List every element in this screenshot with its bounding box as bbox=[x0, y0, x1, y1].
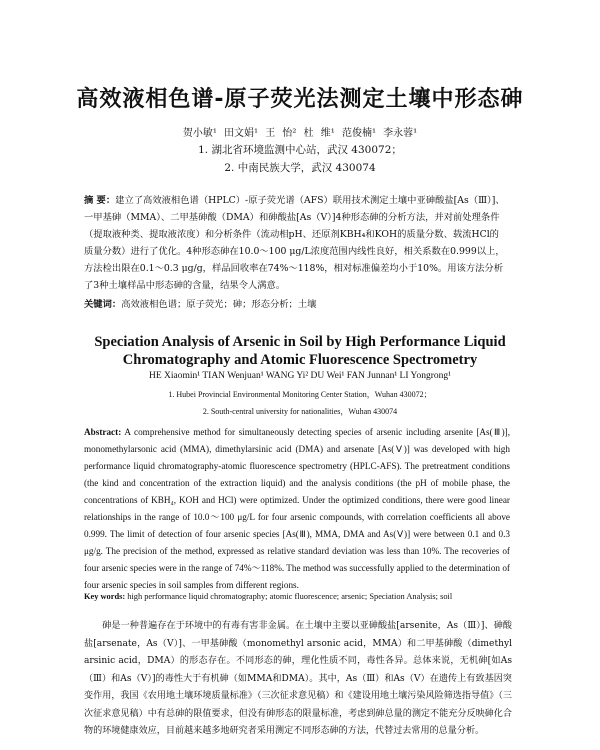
chinese-keywords-text: 高效液相色谱；原子荧光；砷；形态分析；土壤 bbox=[121, 299, 317, 310]
chinese-authors: 贺小敏¹ 田文娟¹ 王 怡² 杜 维¹ 范俊楠¹ 李永蓉¹ bbox=[182, 128, 418, 139]
chinese-title: 高效液相色谱-原子荧光法测定土壤中形态砷 bbox=[76, 87, 524, 112]
english-authors: HE Xiaomin¹ TIAN Wenjuan¹ WANG Yi² DU Wei¹ FAN Junnan¹ LI Yongrong¹ bbox=[149, 371, 451, 381]
english-abstract-text: A comprehensive method for simultaneously detecting species of arsenic including arsenite [As(Ⅲ)], monomethylarsonic acid (MMA), dimethylarsinic acid (DMA) and arsenate [As(Ⅴ)] was developed with high performance liquid chromatography-atomic fluorescence spectrometry (HPLC-AFS). The pretreatment conditions (the kind and concentration of the extraction liquid) and the analysis conditions (the pH of mobile phase, the concentrations of KBH₄, KOH and HCl) were optimized. Under the optimized conditions, there were good linear relationships in the range of 10.0～100 μg/L for four arsenic compounds, with correlation coefficients all above 0.999. The limit of detection of four arsenic species [As(Ⅲ), MMA, DMA and As(Ⅴ)] were between 0.1 and 0.3 μg/g. The precision of the method, expressed as relative standard deviation was less than 10%. The recoveries of four arsenic species were in the range of 74%～118%. The method was successfully applied to the determination of four arsenic species in soil samples from different regions. bbox=[84, 427, 510, 590]
chinese-affiliation-1: 1. 湖北省环境监测中心站，武汉 430072； bbox=[198, 144, 402, 156]
english-abstract bbox=[84, 424, 510, 594]
english-keywords-text: high performance liquid chromatography; atomic fluorescence; arsenic; Speciation Analysis; soil bbox=[127, 592, 453, 601]
chinese-abstract-label: 摘 要： bbox=[84, 195, 116, 206]
chinese-keywords-label: 关键词： bbox=[84, 299, 122, 310]
english-affiliation-1: 1. Hubei Provincial Environmental Monitoring Center Station，Wuhan 430072； bbox=[168, 390, 432, 399]
chinese-abstract-text: 建立了高效液相色谱（HPLC）-原子荧光谱（AFS）联用技术测定土壤中亚砷酸盐[As（Ⅲ）]、一甲基砷（MMA）、二甲基砷酸（DMA）和砷酸盐[As（Ⅴ）]4种形态砷的分析方法，并对前处理条件（提取液种类、提取液浓度）和分析条件（流动相pH、还原剂KBH₄和KOH的质量分数、载流HCl的质量分数）进行了优化。4种形态砷在10.0～100 μg/L浓度范围内线性良好，相关系数在0.999以上，方法检出限在0.1～0.3 μg/g，样品回收率在74%～118%，相对标准偏差均小于10%。用该方法分析了3种土壤样品中形态砷的含量，结果令人满意。 bbox=[84, 195, 505, 291]
english-keywords bbox=[84, 590, 514, 604]
english-abstract-label: Abstract: bbox=[84, 427, 122, 437]
english-title-line-1: Speciation Analysis of Arsenic in Soil by High Performance Liquid bbox=[94, 334, 506, 350]
chinese-abstract bbox=[84, 192, 508, 294]
english-title-line-2: Chromatography and Atomic Fluorescence Spectrometry bbox=[122, 352, 478, 368]
chinese-keywords bbox=[84, 296, 508, 313]
body-paragraph: 砷是一种普遍存在于环境中的有毒有害非金属。在土壤中主要以亚砷酸盐[arsenite，As（Ⅲ）]、砷酸盐[arsenate，As（Ⅴ）]、一甲基砷酸（monomethyl arsonic acid，MMA）和二甲基砷酸（dimethyl arsinic acid，DMA）的形态存在。不同形态的砷，理化性质不同，毒性各异。总体来说，无机砷[如As（Ⅲ）和As（Ⅴ）]的毒性大于有机砷（如MMA和DMA）。其中，As（Ⅲ）和As（Ⅴ）在遗传上有致基因突变作用，我国《农用地土壤环境质量标准》（三次征求意见稿）和《建设用地土壤污染风险筛选指导值》（三次征求意见稿）中有总砷的限值要求，但没有砷形态的限量标准，考虑到砷总量的测定不能充分反映砷化合物的环境健康效应，目前越来越多地研究者采用测定不同形态砷的方法，代替过去常用的总量分析。 bbox=[84, 621, 512, 736]
english-affiliation-2: 2. South-central university for nationalities，Wuhan 430074 bbox=[202, 407, 398, 416]
english-keywords-label: Key words: bbox=[84, 592, 126, 601]
english-title bbox=[0, 333, 600, 369]
chinese-affiliation-2: 2. 中南民族大学，武汉 430074 bbox=[224, 162, 376, 174]
